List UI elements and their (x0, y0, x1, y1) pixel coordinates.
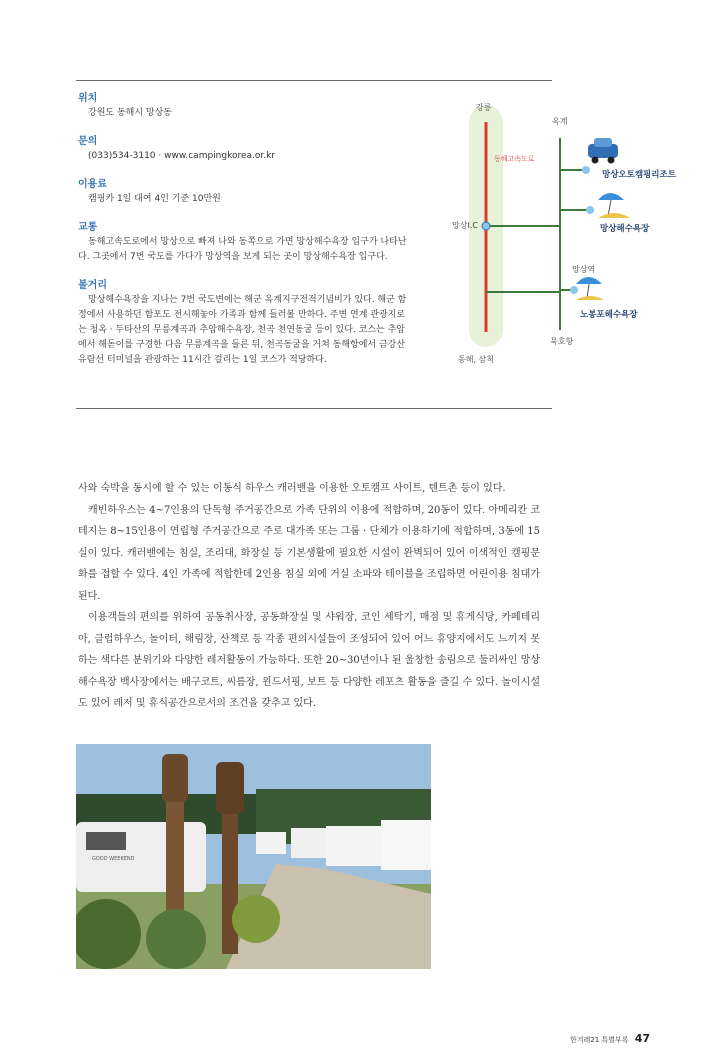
article-body (78, 478, 540, 715)
transport-value: 동해고속도로에서 망상으로 빠져 나와 동쪽으로 가면 망상해수욕장 입구가 나타난다. 그곳에서 7번 국도를 가다가 망상역을 보게 되는 곳이 망상해수욕장 입구다. (78, 237, 407, 262)
nobongpo-marker (570, 286, 578, 294)
map-label-mangsang-beach: 망상해수욕장 (600, 224, 650, 234)
article-paragraph-1: 사와 숙박을 동시에 할 수 있는 이동식 하우스 캐러밴을 이용한 오토캠프 사이트, 텐트촌 등이 있다. (78, 483, 506, 494)
map-label-mukhoport: 묵호항 (550, 337, 574, 346)
map-label-gangneung: 강릉 (476, 103, 492, 112)
fee-label: 이용료 (78, 179, 107, 190)
map-label-donghae-samcheok: 동해, 삼척 (458, 355, 494, 364)
map-label-mangsang-ic: 망상I.C (452, 221, 478, 230)
camp-marker (582, 166, 590, 174)
transport-block (78, 221, 408, 265)
location-value: 강원도 동해시 망상동 (88, 108, 172, 118)
page-number: 47 (634, 1032, 650, 1045)
sights-label: 볼거리 (78, 280, 107, 291)
map-label-expressway: 동해고속도로 (494, 155, 535, 163)
sights-value: 망상해수욕장을 지나는 7번 국도변에는 해군 옥계지구전적기념비가 있다. 해군 함정에서 사용하던 함포도 전시해놓아 가족과 함께 들러볼 만하다. 주변 연계 관광지로는 청옥 · 두타산의 무릉계곡과 추암해수욕장, 천곡 천연동굴 등이 있다. 코스는 추암에서 해돋이를 구경한 다음 무릉계곡을 들른 뒤, 천곡동굴을 거쳐 동해항에서 금강산 유람선 터미널을 관광하는 11시간 걸리는 1일 코스가 적당하다. (78, 295, 407, 365)
route-map-svg (438, 100, 678, 370)
beach-umbrella-icon (598, 193, 630, 218)
beach-umbrella-icon-2 (576, 277, 604, 300)
fee-value: 캠핑카 1일 대여 4인 기준 10만원 (88, 194, 221, 204)
map-label-auto-camp: 망상오토캠핑리조트 (602, 170, 676, 180)
beach-marker (586, 206, 594, 214)
inquiry-label: 문의 (78, 136, 98, 147)
inquiry-block (78, 135, 408, 164)
inquiry-value: (033)534-3110 · www.campingkorea.or.kr (88, 151, 276, 161)
fee-block (78, 178, 408, 207)
sights-block (78, 279, 408, 368)
map-label-okgye: 옥계 (552, 117, 568, 126)
info-panel (78, 92, 408, 382)
article-paragraph-3: 이용객들의 편의를 위하여 공동취사장, 공동화장실 및 샤워장, 코인 세탁기, 매점 및 휴게식당, 카페테리아, 클럽하우스, 놀이터, 해림장, 산책로 등 각종 편의시설들이 조성되어 있어 어느 휴양지에서도 느끼지 못하는 색다른 분위기와 다양한 레저활동이 가능하다. 또한 20~30년이나 된 울창한 송림으로 둘러싸인 망상해수욕장 백사장에서는 배구코트, 씨름장, 윈드서핑, 보트 등 다양한 레포츠 활동을 즐길 수 있다. 놀이시설도 있어 레저 및 휴식공간으로서의 조건을 갖추고 있다. (78, 612, 540, 709)
article-paragraph-2: 캐빈하우스는 4~7인용의 단독형 주거공간으로 가족 단위의 이용에 적합하며, 20동이 있다. 아메리칸 코테지는 8~15인용이 연립형 주거공간으로 주로 대가족 또는 그룹 · 단체가 이용하기에 적합하며, 3동에 15실이 있다. 캐러밴에는 침실, 조리대, 화장실 등 기본생활에 필요한 시설이 완벽되어 있어 이색적인 캠핑문화를 접할 수 있다. 4인 가족에 적합한데 2인용 침실 외에 거실 소파와 테이블을 조립하면 어린이용 침대가 된다. (78, 504, 540, 602)
campsite-photo (76, 744, 431, 969)
location-block (78, 92, 408, 121)
trailer-text: GOOD WEEKEND (92, 856, 135, 862)
page-footer (570, 1032, 650, 1045)
map-label-mangsang-station: 망상역 (572, 265, 596, 274)
transport-label: 교통 (78, 222, 98, 233)
map-label-nobongpo-beach: 노봉포해수욕장 (580, 310, 638, 320)
campsite-photo-svg (76, 744, 431, 969)
ic-marker (482, 222, 490, 230)
car-icon (588, 138, 618, 164)
top-rule (76, 80, 552, 81)
route-map (438, 100, 678, 370)
location-label: 위치 (78, 93, 98, 104)
bottom-rule (76, 408, 552, 409)
magazine-name: 한겨레21 특별부록 (569, 1036, 629, 1044)
